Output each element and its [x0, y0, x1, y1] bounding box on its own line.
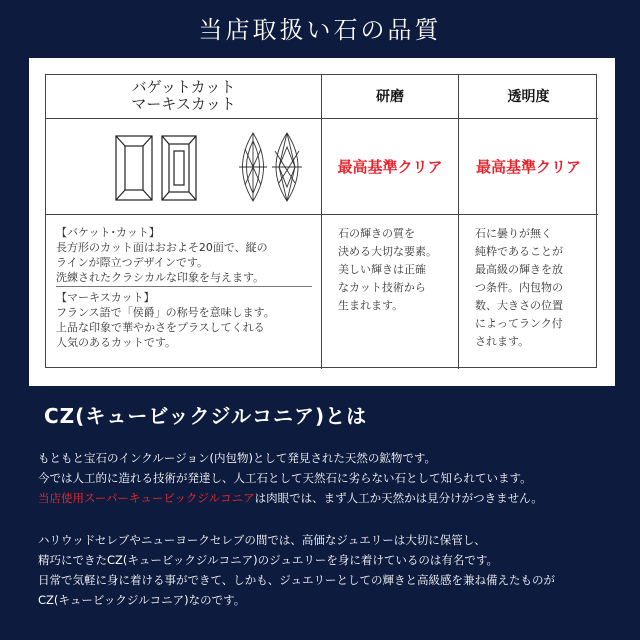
clarity-description: [459, 215, 598, 369]
clarity-desc-line: つ条件。内包物の: [475, 281, 563, 294]
cz-paragraph-line: 精巧にできたCZ(キュービックジルコニア)のジュエリーを身に着けているのは有名です。: [38, 553, 498, 567]
marquise-cut-top-icon: [272, 133, 302, 201]
header-cut-marquise: マーキスカット: [131, 95, 236, 113]
cz-paragraph-line: 日常で気軽に身に着ける事ができて、しかも、ジュエリーとしての輝きと高級感を兼ね備えたものが: [38, 573, 556, 587]
marquise-cut-icon: [239, 133, 267, 201]
quality-panel: [29, 58, 615, 386]
polish-rating: 最高基準クリア: [322, 119, 459, 215]
quality-table: [45, 74, 597, 368]
cz-highlight-suffix: は肉眼では、まず人工か天然かは見分けがつきません。: [254, 491, 543, 505]
polish-desc-line: 生まれます。: [338, 299, 404, 312]
cz-section-title: CZ(キュービックジルコニア)とは: [44, 404, 368, 428]
clarity-desc-line: されます。: [475, 335, 530, 348]
polish-desc-line: 石の輝きの質を: [338, 227, 415, 240]
page-title: 当店取扱い石の品質: [198, 16, 442, 44]
cz-highlight-line: [38, 488, 618, 508]
marquise-desc-line: 上品な印象で華やかさをプラスしてくれる: [56, 321, 265, 334]
polish-description: [322, 215, 459, 369]
marquise-desc-line: 【マーキスカット】: [56, 291, 155, 304]
baguette-cut-side-icon: [162, 136, 196, 200]
cz-highlight-product: スーパーキュービックジルコニア: [84, 491, 255, 505]
cz-highlight-prefix: 当店使用: [38, 491, 84, 505]
clarity-desc-line: 石に曇りが無く: [475, 227, 552, 240]
polish-desc-line: 決める大切な要素。: [338, 245, 437, 258]
cz-section-body: [38, 448, 618, 610]
cut-illustration-cell: [46, 119, 322, 215]
cz-paragraph-line: ハリウッドセレブやニューヨークセレブの間では、高価なジュエリーは大切に保管し、: [38, 533, 486, 547]
polish-desc-line: なカット技術から: [338, 281, 426, 294]
cz-paragraph-line: CZ(キュービックジルコニア)なのです。: [38, 593, 246, 607]
header-cut-baguette: バゲットカット: [131, 78, 236, 96]
polish-desc-line: 美しい輝きは正確: [338, 263, 426, 276]
baguette-desc-line: 洗練されたクラシカルな印象を与えます。: [56, 271, 265, 284]
header-polish: 研磨: [322, 75, 459, 119]
clarity-desc-line: 数、大きさの位置: [475, 299, 563, 312]
cz-paragraph-line: 今では人工的に造れる技術が発達し、人工石として天然石に劣らない石として知られています。: [38, 471, 532, 485]
header-clarity: 透明度: [459, 75, 598, 119]
baguette-desc-line: ラインが際立つデザインです。: [56, 256, 209, 269]
cut-description: [46, 215, 322, 369]
clarity-desc-line: 最高級の輝きを放: [475, 263, 563, 276]
cz-paragraph-line: もともと宝石のインクルージョン(内包物)として発見された天然の鉱物です。: [38, 451, 437, 465]
marquise-desc-line: 人気のあるカットです。: [56, 336, 177, 349]
header-cut: [46, 75, 322, 119]
clarity-desc-line: によってランク付: [475, 317, 563, 330]
marquise-desc-line: フランス語で「侯爵」の称号を意味します。: [56, 306, 275, 319]
desc-divider: [56, 286, 312, 287]
cut-illustration: [46, 119, 322, 215]
clarity-desc-line: 純粋であることが: [475, 245, 563, 258]
baguette-desc-line: 長方形のカット面はおおよそ20面で、縦の: [56, 241, 268, 254]
clarity-rating: 最高基準クリア: [459, 119, 598, 215]
baguette-cut-icon: [116, 136, 152, 200]
baguette-desc-line: 【バケット･カット】: [56, 226, 160, 239]
